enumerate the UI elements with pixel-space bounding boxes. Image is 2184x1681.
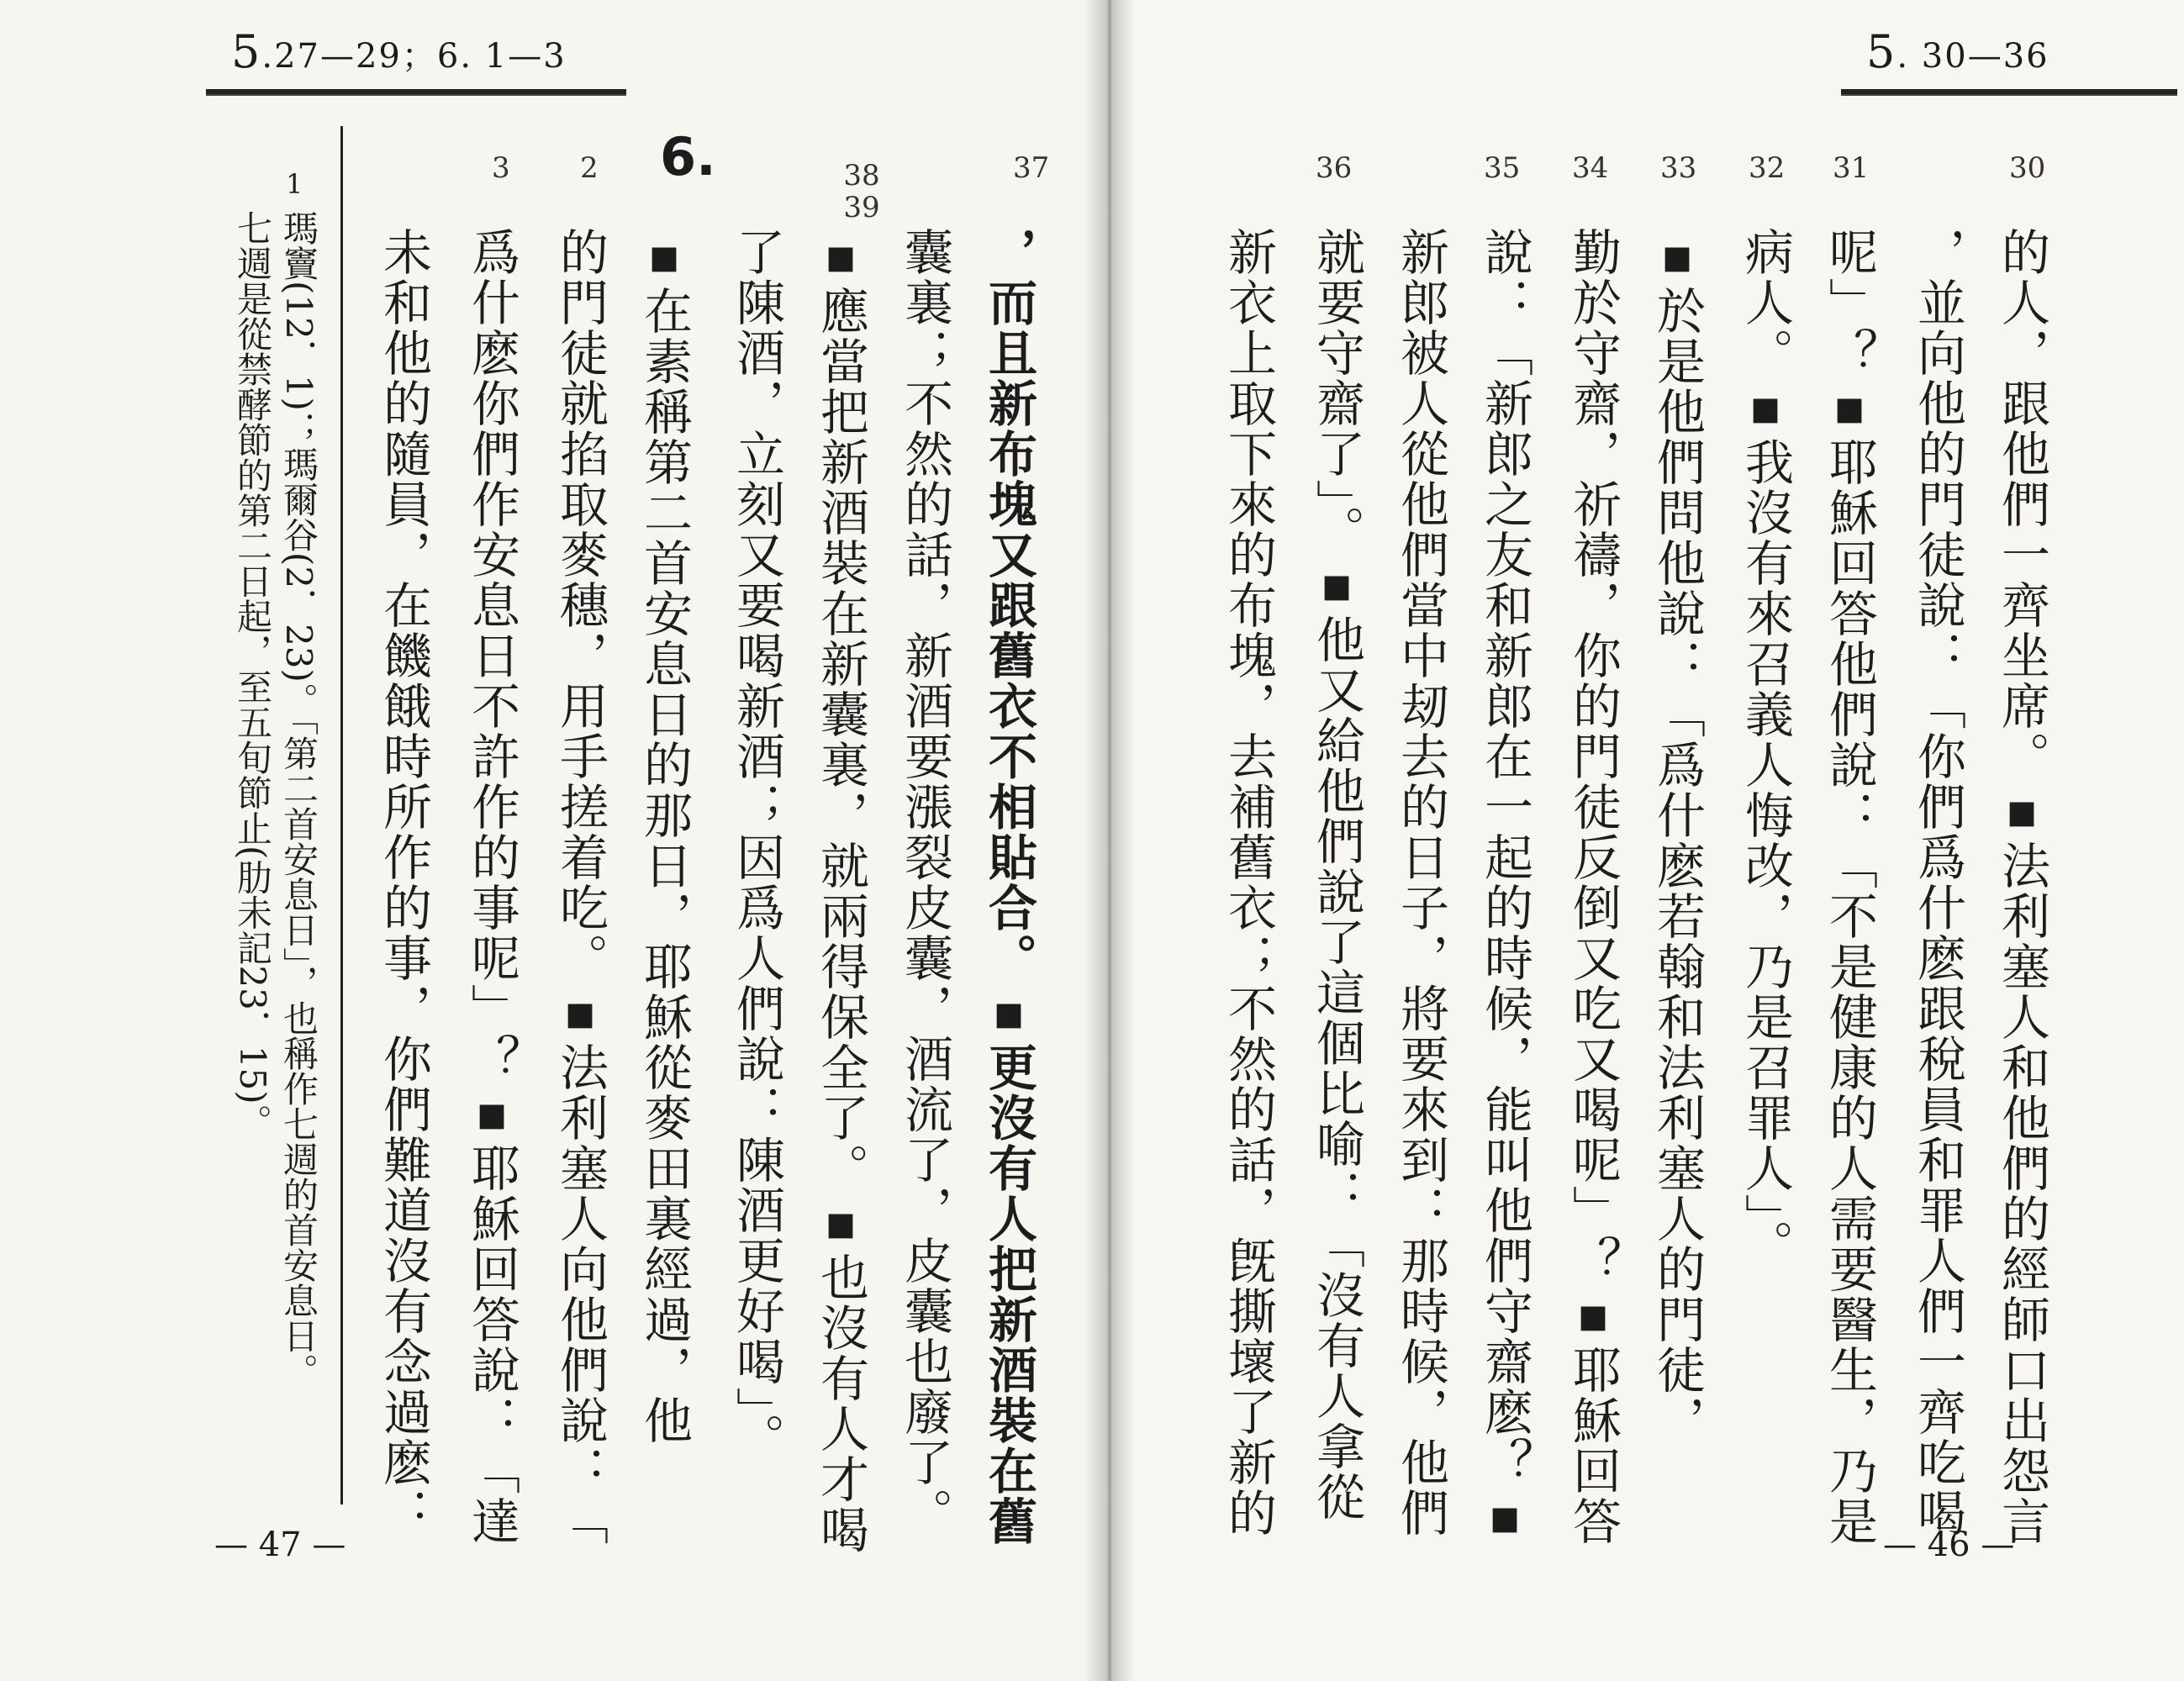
text-column: 說：「新郎之友和新郎在一起的時候，能叫他們守齋麽？▪ [1476, 227, 1533, 1547]
verse-number-2: 2 [580, 151, 599, 185]
verse-number-34: 34 [1572, 151, 1609, 185]
left-page-number: — 47 — [214, 1526, 346, 1564]
text-column: ▪在素稱第二首安息日的那日，耶穌從麥田裏經過，他 [636, 227, 693, 1446]
book-gutter [1084, 0, 1135, 1681]
right-page-number: — 46 — [1883, 1526, 2015, 1564]
text-column: 的人，跟他們一齊坐席。▪法利塞人和他們的經師口出怨言 [1993, 227, 2050, 1547]
footnote-number: 1 [286, 168, 303, 200]
text-column: 了陳酒，立刻又要喝新酒；因爲人們說：陳酒更好喝」。 [728, 227, 785, 1463]
left-header-verses: .27—29；6. 1—3 [261, 37, 567, 76]
text-column: 就要守齋了」。▪他又給他們說了這個比喻：「沒有人拿從 [1308, 227, 1365, 1522]
left-header-rule [206, 89, 626, 96]
right-header-rule [1841, 89, 2177, 96]
footnote-line: 七週是從禁酵節的第二日起，至五旬節止(肋未記23．15)。 [232, 210, 273, 1140]
verse-number-31: 31 [1833, 151, 1870, 185]
text-column: 新衣上取下來的布塊，去補舊衣；不然的話，旣撕壞了新的 [1220, 227, 1277, 1538]
footnote-line: 瑪竇(12．1)；瑪爾谷(2．23)。「第二首安息日」，也稱作七週的首安息日。 [278, 210, 319, 1389]
text-column: 病人。▪我沒有來召義人悔改，乃是召罪人」。 [1737, 227, 1794, 1270]
footnote-divider [340, 126, 343, 1504]
verse-number-30: 30 [2009, 151, 2046, 185]
verse-number-36: 36 [1316, 151, 1353, 185]
text-column: ▪應當把新酒裝在新囊裏，就兩得保全了。▪也沒有人才喝 [812, 227, 869, 1555]
chapter-marker: 6. [660, 126, 716, 187]
right-header-chapter: 5 [1866, 25, 1897, 78]
text-column: ▪於是他們問他說：「爲什麽若翰和法利塞人的門徒， [1649, 227, 1706, 1446]
text-column: 新郎被人從他們當中刼去的日子，將要來到：那時候，他們 [1392, 227, 1449, 1538]
verse-number-38-39: 38 39 [843, 159, 880, 224]
text-column: ，而且新布塊又跟舊衣不相貼合。▪更沒有人把新酒裝在舊 [980, 227, 1037, 1547]
verse-number-32: 32 [1749, 151, 1786, 185]
text-column: 囊裏；不然的話，新酒要漲裂皮囊，酒流了，皮囊也廢了。 [896, 227, 953, 1538]
text-column: 勤於守齋，祈禱，你的門徒反倒又吃又喝呢」？▪耶穌回答 [1564, 227, 1622, 1547]
verse-number-37: 37 [1013, 151, 1050, 185]
right-page [1110, 0, 2184, 1681]
right-header-verses: . 30—36 [1896, 37, 2049, 76]
text-column: ，並向他的門徒說：「你們爲什麽跟稅員和罪人們一齊吃喝 [1909, 227, 1966, 1538]
text-column: 呢」？▪耶穌回答他們說：「不是健康的人需要醫生，乃是 [1821, 227, 1878, 1547]
verse-number-33: 33 [1660, 151, 1697, 185]
left-header-chapter: 5 [231, 25, 262, 78]
text-column: 未和他的隨員，在饑餓時所作的事，你們難道沒有念過麽： [375, 227, 432, 1538]
text-column: 的門徒就掐取麥穗，用手搓着吃。▪法利塞人向他們說：「 [551, 227, 609, 1547]
right-page-header [1866, 25, 2049, 78]
verse-number-35: 35 [1484, 151, 1521, 185]
text-column: 爲什麽你們作安息日不許作的事呢」？▪耶穌回答說：「達 [463, 227, 520, 1547]
left-page-header [231, 25, 567, 78]
verse-number-3: 3 [492, 151, 510, 185]
